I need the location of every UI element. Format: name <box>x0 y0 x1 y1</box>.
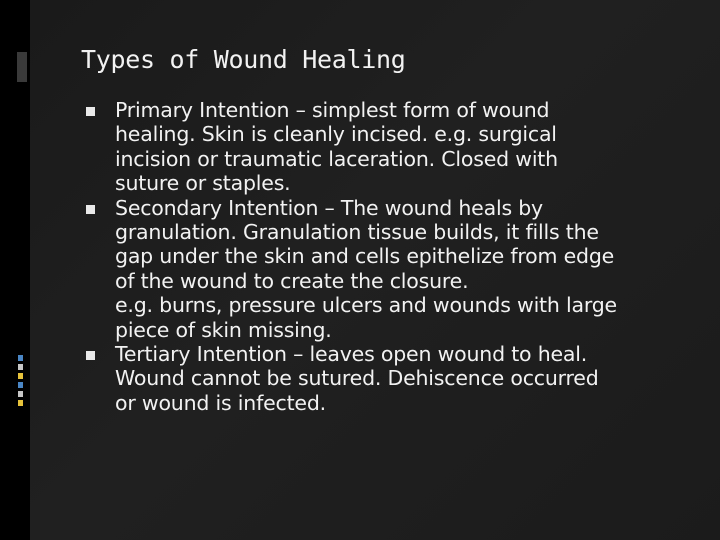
bullet-line: incision or traumatic laceration. Closed with <box>115 146 558 171</box>
accent-bar-3 <box>18 373 23 379</box>
square-bullet-icon <box>86 107 95 116</box>
bullet-text-tertiary-intention <box>115 342 696 415</box>
bullet-line: healing. Skin is cleanly incised. e.g. surgical <box>115 122 557 147</box>
bullet-line: granulation. Granulation tissue builds, it fills the <box>115 220 599 245</box>
title-accent-block <box>17 52 27 82</box>
accent-bar-6 <box>18 400 23 406</box>
slide-title: Types of Wound Healing <box>81 45 406 74</box>
bullet-item-primary-intention <box>86 98 696 196</box>
bullet-text-secondary-intention <box>115 196 696 342</box>
accent-bar-2 <box>18 364 23 370</box>
accent-bar-5 <box>18 391 23 397</box>
bullet-line: Secondary Intention – The wound heals by <box>115 195 543 220</box>
accent-bar-4 <box>18 382 23 388</box>
bullet-line: or wound is infected. <box>115 390 326 415</box>
bullet-line: piece of skin missing. <box>115 317 332 342</box>
bullet-line: Tertiary Intention – leaves open wound to heal. <box>115 342 588 367</box>
square-bullet-icon <box>86 205 95 214</box>
bullet-list <box>86 98 696 415</box>
bullet-line: e.g. burns, pressure ulcers and wounds with large <box>115 293 617 318</box>
bullet-item-tertiary-intention <box>86 342 696 415</box>
bullet-text-primary-intention <box>115 98 696 196</box>
bullet-line: of the wound to create the closure. <box>115 268 469 293</box>
accent-bar-1 <box>18 355 23 361</box>
bullet-line: gap under the skin and cells epithelize from edge <box>115 244 615 269</box>
bullet-line: suture or staples. <box>115 171 291 196</box>
square-bullet-icon <box>86 351 95 360</box>
bullet-line: Primary Intention – simplest form of wound <box>115 98 550 122</box>
bullet-line: Wound cannot be sutured. Dehiscence occurred <box>115 366 599 391</box>
bullet-item-secondary-intention <box>86 196 696 342</box>
